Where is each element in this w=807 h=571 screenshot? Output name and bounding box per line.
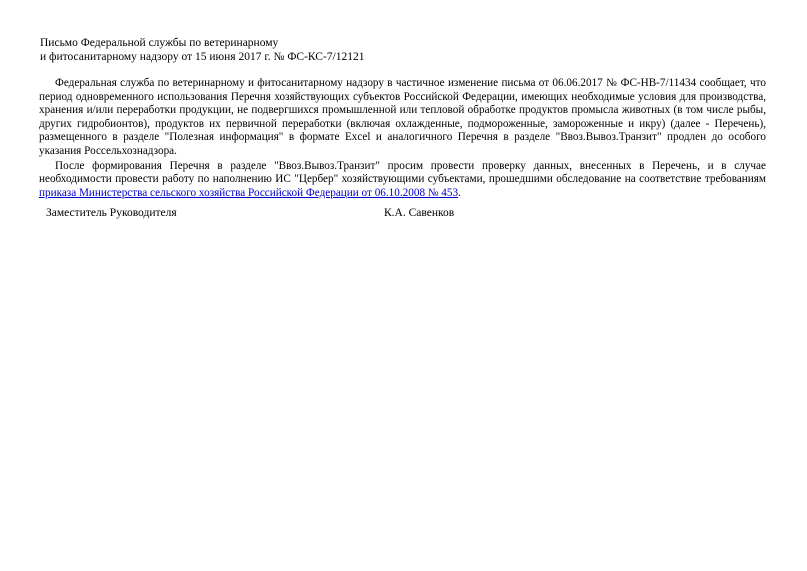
document-title xyxy=(40,36,365,64)
title-line-1: Письмо Федеральной службы по ветеринарному xyxy=(40,37,279,49)
document-body xyxy=(39,77,766,200)
signature-name: К.А. Савенков xyxy=(384,207,455,219)
paragraph-2-end: . xyxy=(458,186,461,199)
body-paragraph-2 xyxy=(39,160,766,201)
order-453-link[interactable]: приказа Министерства сельского хозяйства Российской Федерации от 06.10.2008 № 453 xyxy=(39,186,459,199)
paragraph-2-text: После формирования Перечня в разделе "Ввоз.Вывоз.Транзит" просим провести проверку данных, внесенных в Перечень, и в случае необходимости провести работу по наполнению ИС "Цербер" хозяйствующими субъектами, прошедшими обследование на соответствие требованиям xyxy=(39,159,766,186)
title-line-2: и фитосанитарному надзору от 15 июня 2017 г. № ФС-КС-7/12121 xyxy=(40,51,365,63)
body-paragraph-1: Федеральная служба по ветеринарному и фитосанитарному надзору в частичное изменение письма от 06.06.2017 № ФС-НВ-7/11434 сообщает, что период одновременного использования Перечня хозяйствующих субъектов Российской Федерации, имеющих необходимые условия для производства, хранения и/или переработки продукции, не подвергшихся промышленной или тепловой обработке продуктов промысла животных (в том числе рыбы, других гидробионтов), продуктов их первичной переработки (включая охлажденные, подмороженные, замороженные и икру) (далее - Перечень), размещенного в разделе "Полезная информация" в формате Excel и аналогичного Перечня в разделе "Ввоз.Вывоз.Транзит" продлен до особого указания Россельхознадзора. xyxy=(39,77,766,157)
signature-role: Заместитель Руководителя xyxy=(46,207,177,219)
